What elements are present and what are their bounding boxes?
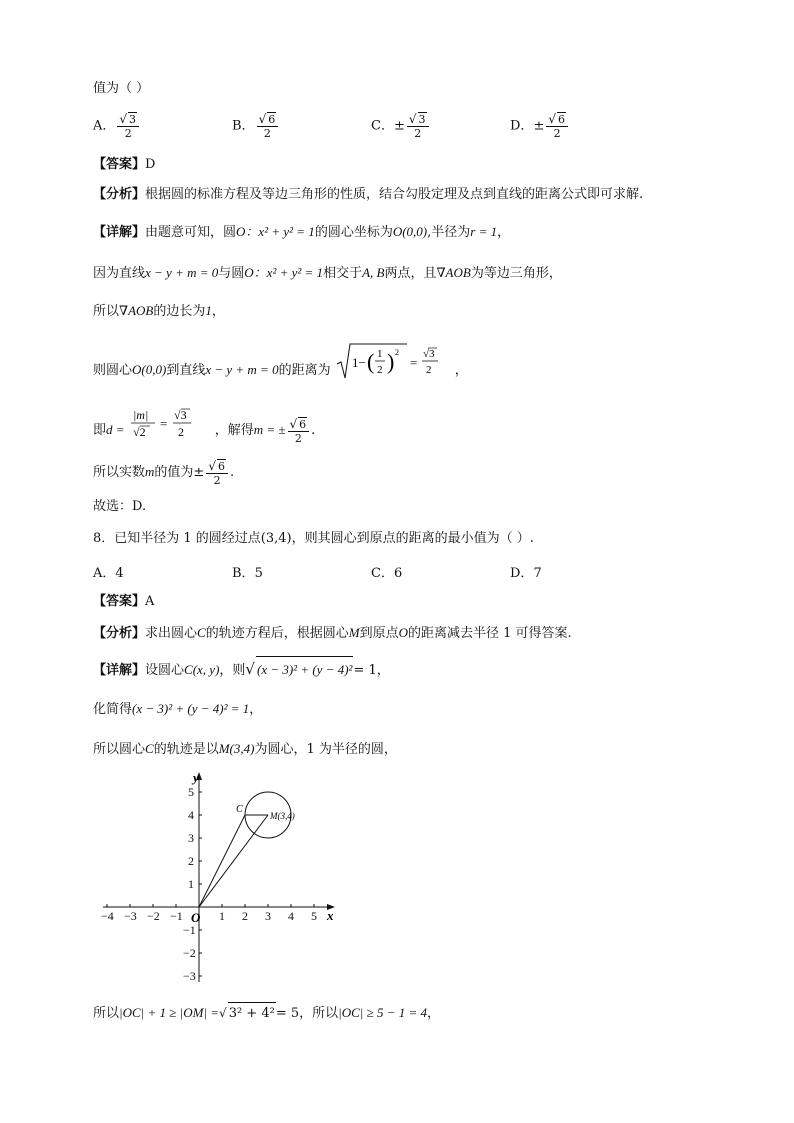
q7-option-b: B． $\frac{√ 6}{2}$ [232,112,280,140]
distance-formula [335,342,455,399]
svg-text:−1: −1 [170,909,183,923]
svg-text:4: 4 [188,808,194,822]
q8-option-d: D．7 [510,566,542,581]
origin-label: O [191,910,201,925]
q7-detail-3: 所以∇AOB的边长为1， [93,303,225,319]
svg-text:−3: −3 [183,969,196,983]
svg-text:1: 1 [376,348,383,360]
q8-detail: 【详解】设圆心C(x, y)，则√ (x − 3)² + (y − 4)²= 1， [93,656,390,684]
segment-om [199,815,268,907]
q7-answer: 【答案】D [93,157,156,172]
q7-choose: 故选：D. [93,499,147,514]
q7-detail-4: 则圆心O(0,0)到直线x − y + m = 0的距离为 1− ( 1 2 ) 2 = √3 2 ， [93,342,468,399]
y-axis-label: y [193,770,199,785]
q8-option-b: B．5 [232,566,263,581]
segment-oc [199,815,245,907]
point-c-label: C [236,804,243,815]
svg-text:|m|: |m| [132,408,148,422]
q7-option-c: C．± $\frac{√ 3}{2}$ [371,112,431,140]
svg-text:): ) [386,349,395,374]
q8-analysis: 【分析】求出圆心C的轨迹方程后，根据圆心M到原点O的距离减去半径 1 可得答案. [93,625,572,641]
q8-answer: 【答案】A [93,594,155,609]
q8-stem: 8．已知半径为 1 的圆经过点(3,4)，则其圆心到原点的距离的最小值为（ ）. [93,531,534,546]
svg-text:5: 5 [188,785,194,799]
svg-text:=: = [409,355,418,370]
svg-text:√3: √3 [173,408,187,422]
point-m-label: M(3,4) [270,811,295,821]
q8-option-a: A．4 [93,566,124,581]
q7-option-a: A． $\frac{√ 3}{2}$ [93,112,141,140]
svg-text:2: 2 [394,348,399,357]
svg-text:√2: √2 [132,425,146,439]
svg-text:2: 2 [242,909,248,923]
svg-text:=: = [159,416,168,431]
svg-text:1: 1 [219,909,225,923]
y-ticks [183,785,202,983]
svg-text:3: 3 [188,831,194,845]
q8-option-c: C．6 [371,566,403,581]
q7-stem-tail: 值为（ ） [93,81,150,96]
svg-text:2: 2 [177,425,184,439]
svg-text:2: 2 [188,854,194,868]
q7-detail-5: 即d = |m| √2 = √3 2 ，解得m = ± $\frac{√ 6}{2}$ . [93,408,316,445]
svg-text:√3: √3 [422,348,435,360]
svg-text:2: 2 [425,364,432,376]
svg-text:5: 5 [311,909,317,923]
svg-text:−2: −2 [147,909,160,923]
q7-detail-2: 因为直线x − y + m = 0与圆O：x² + y² = 1相交于A, B两点，且∇AOB为等边三角形， [93,265,562,281]
svg-text:4: 4 [288,909,294,923]
q7-detail-1: 【详解】由题意可知，圆O：x² + y² = 1的圆心坐标为O(0,0),半径为r = 1， [93,224,511,240]
q7-analysis: 【分析】根据圆的标准方程及等边三角形的性质，结合勾股定理及点到直线的距离公式即可求解. [93,187,644,202]
q8-final: 所以|OC| + 1 ≥ |OM| =√ 3² + 4²= 5，所以|OC| ≥ 5 − 1 = 4， [93,1002,440,1025]
svg-text:1−: 1− [351,355,366,370]
svg-text:−3: −3 [124,909,137,923]
q8-simplify: 化简得(x − 3)² + (y − 4)² = 1， [93,701,263,717]
svg-text:−2: −2 [183,946,196,960]
svg-text:−4: −4 [101,909,114,923]
x-axis-label: x [327,908,334,923]
q8-locus: 所以圆心C的轨迹是以M(3,4)为圆心，1 为半径的圆， [93,741,397,757]
svg-text:(: ( [366,349,375,374]
svg-text:2: 2 [376,364,383,376]
q7-option-d: D．± $\frac{√ 6}{2}$ [510,112,570,140]
q7-detail-6: 所以实数m的值为± $\frac{√ 6}{2}$ . [93,458,235,487]
coordinate-figure [95,770,345,990]
svg-text:1: 1 [188,877,194,891]
svg-text:−1: −1 [183,923,196,937]
svg-text:3: 3 [265,909,271,923]
